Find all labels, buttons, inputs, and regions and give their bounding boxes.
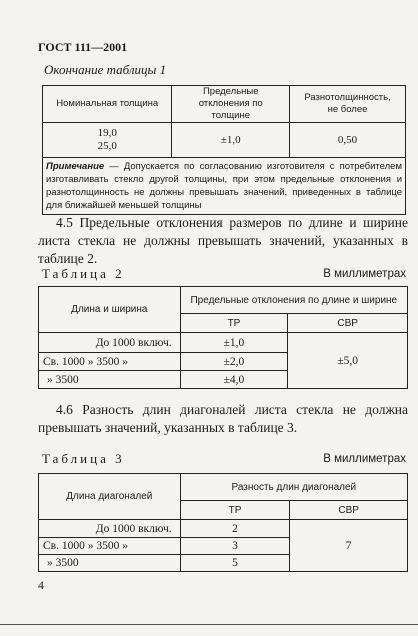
- table1-caption: Окончание таблицы 1: [44, 62, 167, 77]
- note-text: — Допускается по согласованию изготовителя с потребителем изготавливать стекло другой толщины, при этом предельные отклонения и разнотолщинность не должны превышать значений, приведенных в таблице для ближайшей меньшей толщины: [46, 161, 402, 211]
- note-label: Примечание: [46, 161, 105, 172]
- table2-row-label: » 3500: [39, 371, 181, 389]
- table3-header-diagonal: Длина диагоналей: [39, 474, 181, 520]
- paragraph-4-5: 4.5 Предельные отклонения размеров по длине и ширине листа стекла не должны превышать значений, указанных в таблице 2.: [38, 215, 408, 266]
- table2-header-tr: ТР: [180, 314, 288, 333]
- page-bottom-rule: [0, 624, 418, 625]
- thickness-value: 25,0: [97, 140, 117, 152]
- table1: [42, 85, 406, 215]
- page-number: 4: [38, 578, 44, 592]
- table2-header-svr: СВР: [288, 314, 408, 333]
- table1-header-variation: Разнотолщинность, не более: [290, 86, 406, 123]
- table3-row-label: » 3500: [39, 555, 181, 572]
- thickness-value: 19,0: [97, 127, 117, 139]
- table2-title: Таблица 2: [42, 266, 125, 281]
- table2-header-size: Длина и ширина: [39, 287, 181, 333]
- table2-svr-value: ±5,0: [288, 333, 408, 389]
- table3-units: В миллиметрах: [323, 453, 406, 465]
- table3-header-svr: СВР: [290, 501, 408, 520]
- table2: [38, 286, 408, 389]
- table3-row-tr: 5: [180, 555, 290, 572]
- table3: [38, 473, 408, 572]
- table2-row-tr: ±2,0: [180, 353, 288, 371]
- table1-cell-thickness: [43, 123, 172, 158]
- table2-row-label: Св. 1000 » 3500 »: [39, 353, 181, 371]
- table3-svr-value: 7: [290, 520, 408, 572]
- table2-row-tr: ±1,0: [180, 333, 288, 353]
- table3-row-label: До 1000 включ.: [39, 520, 181, 538]
- table2-header-deviation: Предельные отклонения по длине и ширине: [180, 287, 407, 314]
- table3-header-tr: ТР: [180, 501, 290, 520]
- table2-row-tr: ±4,0: [180, 371, 288, 389]
- table1-cell-deviation: ±1,0: [172, 123, 290, 158]
- table1-header-thickness: Номинальная толщина: [43, 86, 172, 123]
- table3-row-tr: 2: [180, 520, 290, 538]
- table2-row-label: До 1000 включ.: [39, 333, 181, 353]
- table1-header-deviation: Предельные отклонения по толщине: [172, 86, 290, 123]
- table3-title: Таблица 3: [42, 451, 125, 466]
- document-header: ГОСТ 111—2001: [38, 40, 128, 54]
- table1-cell-variation: 0,50: [290, 123, 406, 158]
- table2-units: В миллиметрах: [323, 268, 406, 280]
- table3-header-difference: Разность длин диагоналей: [180, 474, 407, 501]
- table1-note: [43, 158, 406, 215]
- table3-row-tr: 3: [180, 538, 290, 555]
- paragraph-4-6: 4.6 Разность длин диагоналей листа стекла не должна превышать значений, указанных в таблице 3.: [38, 402, 408, 435]
- table3-row-label: Св. 1000 » 3500 »: [39, 538, 181, 555]
